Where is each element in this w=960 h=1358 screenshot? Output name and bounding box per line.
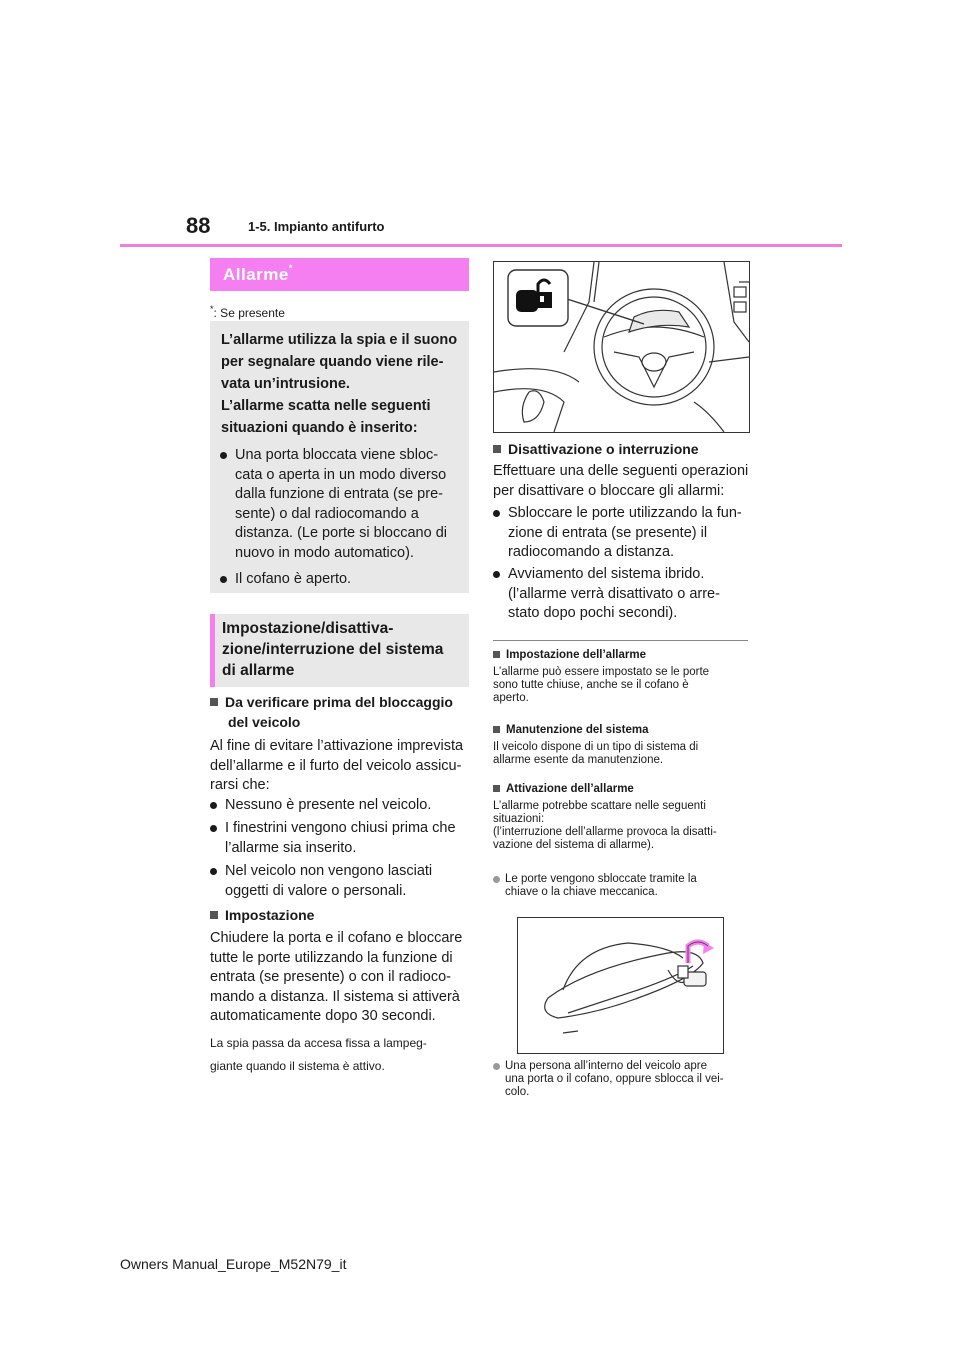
check-paragraph: Al fine di evitare l’attivazione imprevista dell’allarme e il furto del veicolo assicu- rarsi che:	[210, 738, 464, 793]
list-item: Le porte vengono sbloccate tramite la chiave o la chiave meccanica.	[493, 873, 753, 899]
notes-divider	[493, 640, 748, 641]
square-bullet-icon	[493, 785, 500, 792]
deactivation-heading: Disattivazione o interruzione	[493, 439, 699, 459]
bullet-icon	[493, 510, 500, 517]
square-bullet-icon	[493, 726, 500, 733]
alarm-info-box: L’allarme utilizza la spia e il suono per segnalare quando viene rile- vata un’intrusione. L’allarme scatta nelle seguenti situazioni quando è inserito: Una porta bloccata viene sbloc- cata o aperta in un modo diverso dalla funzione di entrata (se pre- sente) o dal radiocomando a distanza. (Le porte si bloccano di nuovo in modo automatico). Il cofano è aperto.	[210, 321, 469, 593]
bullet-icon	[210, 868, 217, 875]
setting-heading: Impostazione	[210, 905, 314, 925]
section-title: 1-5. Impianto antifurto	[248, 219, 385, 234]
settings-section-title: Impostazione/disattiva- zione/interruzione del sistema di allarme	[222, 620, 444, 679]
bullet-icon	[493, 1063, 500, 1070]
list-item: Una persona all’interno del veicolo apre una porta o il cofano, oppure sblocca il vei- colo.	[493, 1060, 758, 1099]
setting-note: La spia passa da accesa fissa a lampeg- giante quando il sistema è attivo.	[210, 1036, 427, 1073]
alarm-title-star: *	[288, 263, 293, 273]
door-handle-drawing	[518, 918, 723, 1053]
bullet-icon	[210, 802, 217, 809]
note-activation: Attivazione dell’allarme L’allarme potrebbe scattare nelle seguenti situazioni: (l’interruzione dell’allarme provoca la disatti- vazione del sistema di allarme).	[493, 783, 717, 851]
door-handle-illustration	[517, 917, 724, 1054]
bullet-icon	[220, 452, 227, 459]
bullet-icon	[220, 576, 227, 583]
setting-paragraph: Chiudere la porta e il cofano e bloccare tutte le porte utilizzando la funzione di entrata (se presente) o con il radioco- mando a distanza. Il sistema si attiverà automaticamente dopo 30 secondi.	[210, 930, 463, 1024]
check-heading: Da verificare prima del bloccaggio del veicolo	[210, 692, 470, 732]
page-number: 88	[186, 213, 211, 238]
header-rule	[120, 244, 842, 247]
footnote: *: Se presente	[210, 304, 285, 320]
bullet-icon	[493, 571, 500, 578]
alarm-title-banner	[210, 258, 469, 291]
square-bullet-icon	[210, 698, 218, 706]
note-maintenance: Manutenzione del sistema Il veicolo dispone di un tipo di sistema di allarme esente da manutenzione.	[493, 724, 699, 766]
alarm-intro: L’allarme utilizza la spia e il suono per segnalare quando viene rile- vata un’intrusione. L’allarme scatta nelle seguenti situazioni quando è inserito:	[221, 332, 458, 436]
dashboard-illustration	[493, 261, 750, 433]
square-bullet-icon	[493, 651, 500, 658]
square-bullet-icon	[493, 445, 501, 453]
bullet-icon	[210, 825, 217, 832]
dashboard-drawing	[494, 262, 749, 432]
deactivation-paragraph: Effettuare una delle seguenti operazioni per disattivare o bloccare gli allarmi:	[493, 463, 749, 499]
accent-bar	[210, 614, 215, 687]
square-bullet-icon	[210, 911, 218, 919]
footer-text: Owners Manual_Europe_M52N79_it	[120, 1256, 347, 1272]
note-alarm-setting: Impostazione dell’allarme L’allarme può essere impostato se le porte sono tutte chiuse, anche se il cofano è aperto.	[493, 649, 710, 704]
settings-section-box	[210, 614, 469, 687]
alarm-title: Allarme	[223, 265, 289, 284]
bullet-icon	[493, 876, 500, 883]
